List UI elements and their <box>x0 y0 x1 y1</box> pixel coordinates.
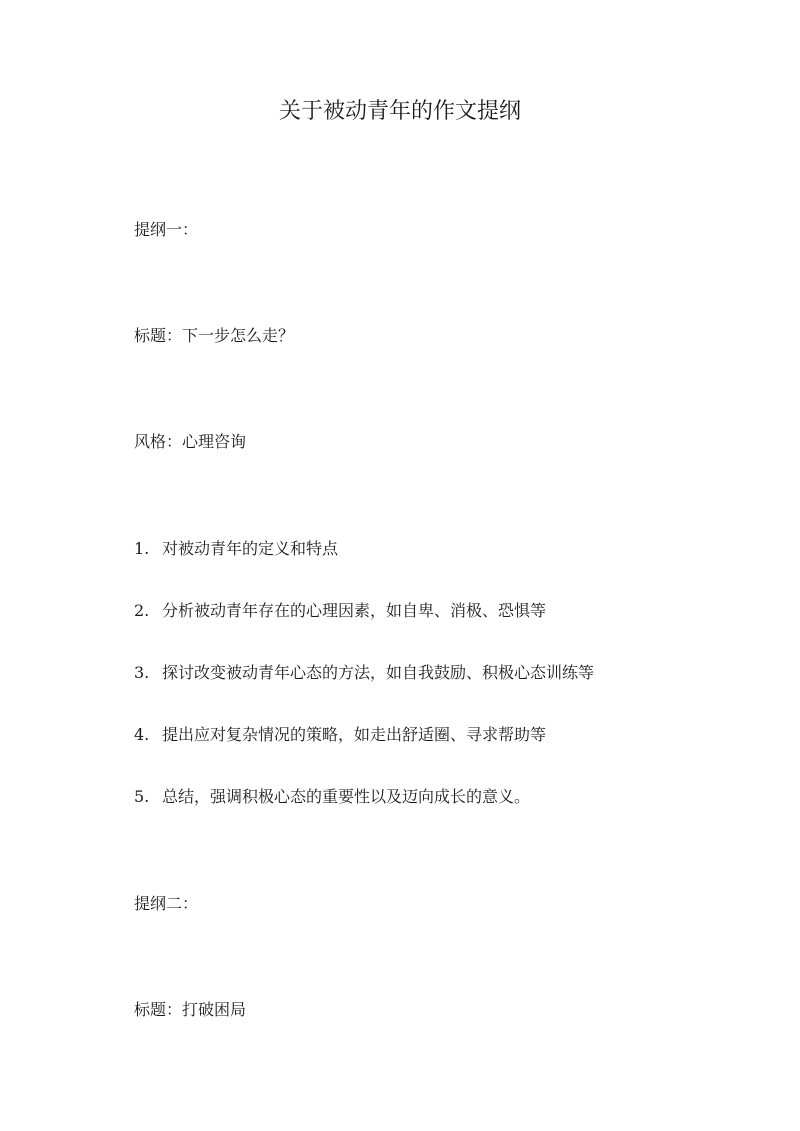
outline1-heading: 提纲一： <box>134 220 199 239</box>
list-item-text: 总结，强调积极心态的重要性以及迈向成长的意义。 <box>162 787 531 806</box>
outline1-style-line: 风格：心理咨询 <box>134 432 247 451</box>
outline2-heading: 提纲二： <box>134 894 199 913</box>
list-item-number: 3. <box>134 663 150 682</box>
list-item-text: 探讨改变被动青年心态的方法，如自我鼓励、积极心态训练等 <box>162 663 595 682</box>
list-item-number: 1. <box>134 539 150 558</box>
list-item <box>134 724 546 746</box>
list-item <box>134 538 338 560</box>
list-item <box>134 600 546 622</box>
outline2-title-line: 标题：打破困局 <box>134 1000 247 1019</box>
list-item-text: 对被动青年的定义和特点 <box>162 539 339 558</box>
list-item <box>134 786 530 808</box>
document-title: 关于被动青年的作文提纲 <box>278 99 521 124</box>
list-item-number: 4. <box>134 725 150 744</box>
list-item-text: 提出应对复杂情况的策略，如走出舒适圈、寻求帮助等 <box>162 725 547 744</box>
list-item <box>134 662 594 684</box>
list-item-text: 分析被动青年存在的心理因素，如自卑、消极、恐惧等 <box>162 601 547 620</box>
outline1-title-line: 标题：下一步怎么走？ <box>134 326 295 345</box>
list-item-number: 2. <box>134 601 150 620</box>
list-item-number: 5. <box>134 787 150 806</box>
